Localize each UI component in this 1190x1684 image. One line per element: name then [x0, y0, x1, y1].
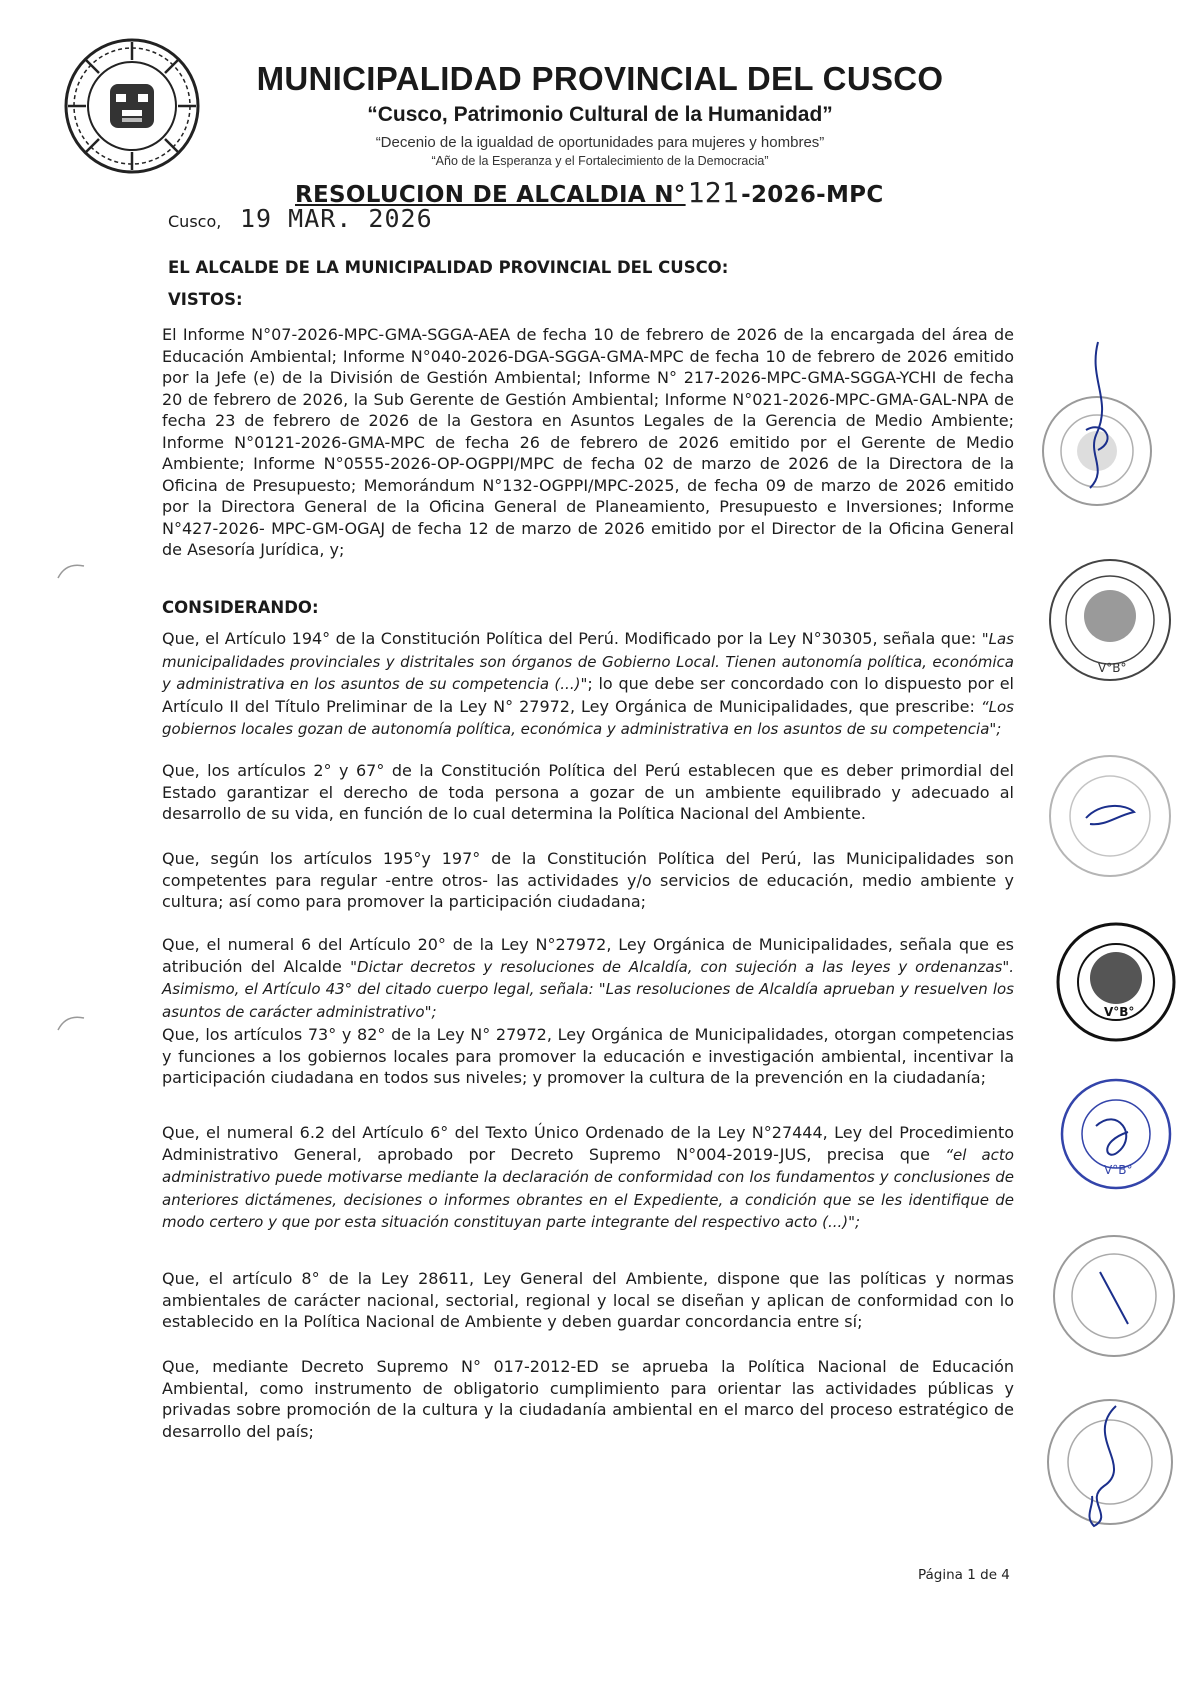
vistos-heading: VISTOS:	[168, 290, 243, 309]
scan-mark-icon	[56, 560, 86, 580]
asesoria-juridica-vb-stamp	[1046, 556, 1174, 684]
resolution-label: RESOLUCION DE ALCALDIA N°	[295, 182, 686, 208]
paragraph-1	[162, 628, 1014, 741]
paragraph-8: Que, mediante Decreto Supremo N° 017-2012-ED se aprueba la Política Nacional de Educación Ambiental, como instrumento de obligatorio cumplimiento para orientar las actividades públicas y privadas sobre promoción de la cultura y la ciudadanía ambiental en el marco del proceso estratégico de desarrollo del país;	[162, 1357, 1014, 1441]
signature-1-icon	[1068, 340, 1128, 490]
asesor-legal-alcaldia-stamp	[1044, 1396, 1176, 1528]
secretaria-general-stamp	[1046, 752, 1174, 880]
paragraph-1-quote-2: “Los gobiernos locales gozan de autonomía política, económica y administrativa en los asuntos de su competencia";	[162, 697, 1014, 738]
paragraph-6	[162, 1122, 1014, 1234]
paragraph-7: Que, el artículo 8° de la Ley 28611, Ley General del Ambiente, dispone que las políticas y normas ambientales de carácter nacional, sectorial, regional y local se diseñan y aplican de conformidad con lo establecido en la Política Nacional de Ambiente y deben guardar concordancia entre sí;	[162, 1269, 1014, 1331]
page-number: Página 1 de 4	[918, 1567, 1010, 1583]
decenio-line: “Decenio de la igualdad de oportunidades para mujeres y hombres”	[375, 134, 825, 151]
considerando-heading: CONSIDERANDO:	[162, 598, 319, 617]
svg-text:V°B°: V°B°	[1098, 661, 1127, 675]
institution-motto: “Cusco, Patrimonio Cultural de la Humanidad”	[367, 103, 833, 126]
paragraph-3: Que, según los artículos 195°y 197° de la Constitución Política del Perú, las Municipalidades son competentes para regular -entre otros- las actividades y/o servicios de educación, medio ambiente y cultura; así como para promover la participación ciudadana;	[162, 849, 1014, 911]
paragraph-1-text-b: ; lo que debe ser concordado con lo dispuesto por el Artículo II del Título Preliminar de la Ley N° 27972, Ley Orgánica de Municipalidades, que prescribe:	[162, 674, 1014, 716]
paragraph-5: Que, los artículos 73° y 82° de la Ley N° 27972, Ley Orgánica de Municipalidades, otorgan competencias y funciones a los gobiernos locales para promover la educación e investigación ambiental, incentivar la participación ciudadana en todos sus niveles; y promover la cultura de la prevención en la ciudadanía;	[162, 1025, 1014, 1087]
inca-sun-logo-icon	[62, 36, 202, 176]
paragraph-4-text: Que, el numeral 6 del Artículo 20° de la Ley N°27972, Ley Orgánica de Municipalidades, señala que es atribución del Alcalde	[162, 935, 1014, 976]
planeamiento-presupuesto-stamp	[1050, 1232, 1178, 1360]
date-stamp: 19 MAR. 2026	[240, 204, 433, 233]
svg-text:V°B°: V°B°	[1104, 1163, 1133, 1177]
institution-title: MUNICIPALIDAD PROVINCIAL DEL CUSCO	[256, 60, 944, 97]
resolution-number: 121	[687, 176, 740, 209]
paragraph-6-text: Que, el numeral 6.2 del Artículo 6° del Texto Único Ordenado de la Ley N°27444, Ley del Procedimiento Administrativo General, aprobado por Decreto Supremo N°004-2019-JUS, precisa que	[162, 1123, 1014, 1164]
place-label: Cusco,	[168, 212, 222, 231]
gerencia-medio-ambiente-vb-stamp	[1054, 920, 1178, 1044]
scan-mark-icon	[56, 1012, 86, 1032]
paragraph-1-text-a: Que, el Artículo 194° de la Constitución Política del Perú. Modificado por la Ley N°30305, señala que:	[162, 629, 982, 648]
paragraph-4-quote: "Dictar decretos y resoluciones de Alcaldía, con sujeción a las leyes y ordenanzas". Asimismo, el Artículo 43° del citado cuerpo legal, señala: "Las resoluciones de Alcaldía aprueban y resuelven los asuntos de carácter administrativo";	[162, 957, 1014, 1021]
paragraph-1-quote-1: "Las municipalidades provinciales y distritales son órganos de Gobierno Local. Tienen autonomía política, económica y administrativa en los asuntos de su competencia (...)"	[162, 630, 1014, 693]
year-name-line: “Año de la Esperanza y el Fortalecimiento de la Democracia”	[431, 154, 769, 168]
resolution-suffix: -2026-MPC	[741, 182, 884, 208]
paragraph-2: Que, los artículos 2° y 67° de la Constitución Política del Perú establecen que es deber primordial del Estado garantizar el derecho de toda persona a gozar de un ambiente equilibrado y adecuado al desarrollo de su vida, en función de lo cual determina la Política Nacional del Ambiente.	[162, 761, 1014, 823]
sub-gerencia-gestion-ambiental-vb-stamp	[1058, 1076, 1174, 1192]
svg-text:V°B°: V°B°	[1104, 1005, 1135, 1019]
paragraph-6-quote: “el acto administrativo puede motivarse mediante la declaración de conformidad con los fundamentos y conclusiones de anteriores dictámenes, decisiones o informes obrantes en el Expediente, a condición que se les identifique de modo certero y que por esta situación constituyan parte integrante del respectivo acto (...)";	[162, 1145, 1014, 1231]
paragraph-4	[162, 934, 1014, 1023]
addressee-heading: EL ALCALDE DE LA MUNICIPALIDAD PROVINCIAL DEL CUSCO:	[168, 258, 729, 277]
vistos-paragraph: El Informe N°07-2026-MPC-GMA-SGGA-AEA de fecha 10 de febrero de 2026 de la encargada del área de Educación Ambiental; Informe N°040-2026-DGA-SGGA-GMA-MPC de fecha 10 de febrero de 2026 emitido por la Jefe (e) de la División de Gestión Ambiental; Informe N° 217-2026-MPC-GMA-SGGA-YCHI de fecha 20 de febrero de 2026, la Sub Gerente de Gestión Ambiental; Informe N°021-2026-MPC-GMA-GAL-NPA de fecha 23 de febrero de 2026 de la Gestora en Asuntos Legales de la Gerencia de Medio Ambiente; Informe N°0121-2026-GMA-MPC de fecha 26 de febrero de 2026 emitido por el Gerente de Medio Ambiente; Informe N°0555-2026-OP-OGPPI/MPC de fecha 02 de marzo de 2026 de la Directora de la Oficina de Presupuesto; Memorándum N°132-OGPPI/MPC-2025, de fecha 09 de marzo de 2026 emitido por la Directora General de la Oficina General de Planeamiento, Presupuesto e Inversiones; Informe N°427-2026- MPC-GM-OGAJ de fecha 12 de marzo de 2026 emitido por el Director de la Oficina General de Asesoría Jurídica, y;	[162, 325, 1014, 559]
